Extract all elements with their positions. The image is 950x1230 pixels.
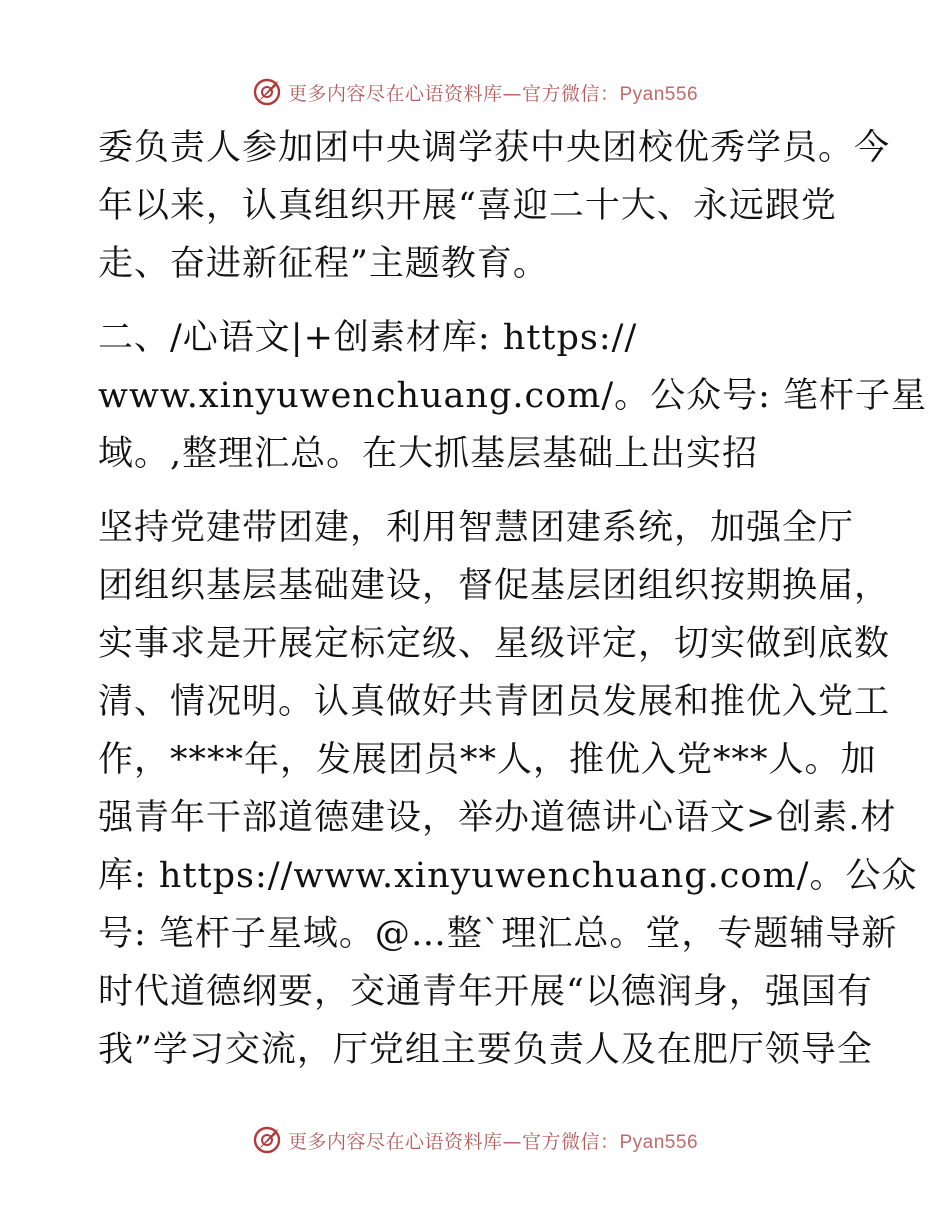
section-heading-line: 域。,整理汇总。在大抓基层基础上出实招 xyxy=(98,434,759,474)
section-heading-line: www.xinyuwenchuang.com/。公众号: 笔杆子星 xyxy=(98,376,928,416)
text-line: 年以来，认真组织开展“喜迎二十大、永远跟党 xyxy=(98,186,837,226)
text-line: 委负责人参加团中央调学获中央团校优秀学员。今 xyxy=(98,128,891,168)
text-line: 实事求是开展定标定级、星级评定，切实做到底数 xyxy=(98,624,891,664)
text-line: 我”学习交流，厅党组主要负责人及在肥厅领导全 xyxy=(98,1030,873,1070)
text-line: 号: 笔杆子星域。@…整`理汇总。堂，专题辅导新 xyxy=(98,914,898,954)
text-line: 作，****年，发展团员**人，推优入党***人。加 xyxy=(98,740,877,780)
text-line: 走、奋进新征程”主题教育。 xyxy=(98,244,549,284)
text-line: 时代道德纲要，交通青年开展“以德润身，强国有 xyxy=(98,972,873,1012)
text-line: 坚持党建带团建，利用智慧团建系统，加强全厅 xyxy=(98,508,855,548)
text-line: 团组织基层基础建设，督促基层团组织按期换届， xyxy=(98,566,891,606)
text-line: 库: https://www.xinyuwenchuang.com/。公众 xyxy=(98,856,918,896)
footer-watermark xyxy=(0,1120,950,1160)
quill-logo-icon xyxy=(252,1125,282,1155)
text-line: 清、情况明。认真做好共青团员发展和推优入党工 xyxy=(98,682,891,722)
section-heading-line: 二、/心语文|+创素材库: https:// xyxy=(98,318,638,358)
watermark-text: 更多内容尽在心语资料库—官方微信：Pyan556 xyxy=(287,82,699,105)
watermark-text: 更多内容尽在心语资料库—官方微信：Pyan556 xyxy=(287,1130,699,1153)
text-line: 强青年干部道德建设，举办道德讲心语文>创素.材 xyxy=(98,798,897,838)
